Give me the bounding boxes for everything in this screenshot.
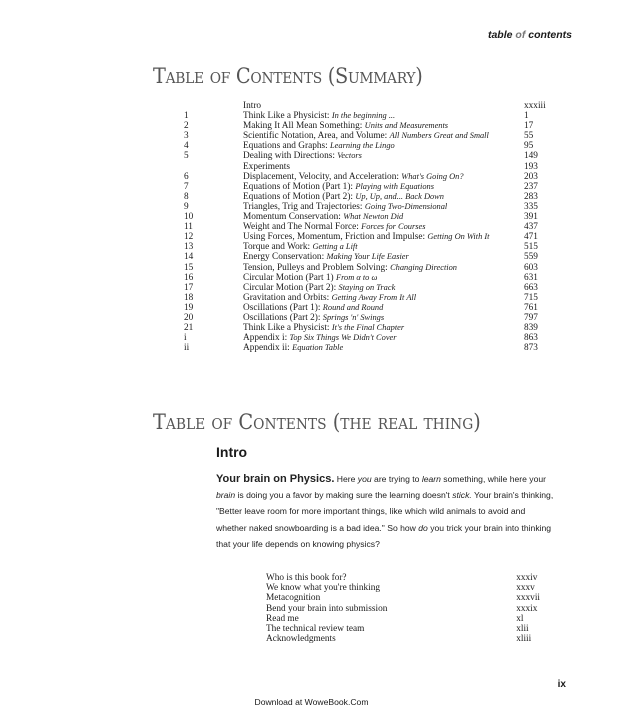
toc-row-subtitle: It's the Final Chapter	[331, 323, 405, 333]
toc-row-page: 631	[524, 272, 538, 283]
toc-row-number: 1	[184, 111, 189, 122]
section-title: Metacognition	[266, 593, 321, 604]
toc-row-subtitle: In the beginning ...	[331, 111, 396, 121]
intro-text: you trick your brain into thinking that your life depends on knowing physics?	[216, 522, 552, 549]
toc-row-title	[243, 343, 520, 353]
toc-row-page: 283	[524, 191, 538, 202]
section-title: Read me	[266, 613, 299, 624]
toc-row-title	[243, 151, 520, 161]
toc-row-page: 335	[524, 201, 538, 212]
section-row	[266, 583, 540, 593]
toc-row-page: 149	[524, 151, 538, 162]
toc-row	[184, 242, 554, 252]
toc-row-subtitle: Units and Measurements	[364, 121, 449, 131]
toc-row-main-title: Oscillations (Part 1):	[243, 302, 323, 313]
toc-row-page: 515	[524, 242, 538, 253]
toc-row-page: 95	[524, 141, 534, 152]
toc-row-page: 797	[524, 312, 538, 323]
toc-row	[184, 162, 554, 172]
section-page: xxxiv	[516, 573, 538, 583]
toc-row-subtitle: What Newton Did	[343, 212, 404, 222]
toc-row	[184, 101, 554, 111]
toc-row-subtitle: Vectors	[337, 151, 362, 161]
toc-row-page: 437	[524, 222, 538, 233]
toc-row	[184, 111, 554, 121]
toc-row-number: 21	[184, 323, 194, 334]
toc-row-page: 471	[524, 232, 538, 243]
toc-row	[184, 222, 554, 232]
summary-table	[184, 101, 554, 353]
toc-row-main-title: Momentum Conservation:	[243, 212, 344, 223]
real-contents-title: Table of Contents (the real thing)	[153, 410, 481, 434]
toc-row-number: 15	[184, 262, 194, 273]
toc-row-title	[243, 121, 520, 131]
toc-row-title	[243, 222, 520, 232]
toc-row-number: i	[184, 333, 187, 344]
toc-row-title	[243, 303, 520, 313]
toc-row-title	[243, 111, 520, 121]
toc-row-page: 55	[524, 131, 534, 142]
toc-row-main-title: Circular Motion (Part 2):	[243, 282, 339, 293]
section-row	[266, 573, 540, 583]
toc-row-main-title: Torque and Work:	[243, 242, 313, 253]
toc-row-main-title: Dealing with Directions:	[243, 151, 338, 162]
toc-row-subtitle: Playing with Equations	[355, 181, 434, 191]
intro-text: are trying to	[371, 474, 422, 484]
toc-row-page: 203	[524, 171, 538, 182]
toc-row-page: 761	[524, 302, 538, 313]
toc-row-title	[243, 192, 520, 202]
toc-row-title	[243, 323, 520, 333]
toc-row-number: 13	[184, 242, 194, 253]
toc-row-number: 18	[184, 292, 194, 303]
running-head	[488, 29, 572, 41]
section-page: xl	[516, 613, 524, 624]
running-head-word-table: table	[487, 29, 516, 41]
toc-row-number: 11	[184, 222, 193, 233]
section-title: Bend your brain into submission	[266, 603, 388, 614]
toc-row-page: 839	[524, 323, 538, 334]
toc-row	[184, 121, 554, 131]
section-page: xxxix	[516, 603, 538, 614]
intro-emphasis: you	[357, 474, 372, 484]
toc-row-number: 6	[184, 171, 189, 182]
section-row	[266, 614, 540, 624]
toc-row-subtitle: Staying on Track	[338, 282, 396, 292]
toc-row	[184, 141, 554, 151]
toc-row-main-title: Gravitation and Orbits:	[243, 292, 332, 303]
toc-row-subtitle: Changing Direction	[390, 262, 457, 272]
section-row	[266, 624, 540, 634]
toc-row-number: 17	[184, 282, 194, 293]
toc-row-page: 193	[524, 161, 538, 172]
running-head-word-of: of	[515, 29, 526, 41]
toc-row-title	[243, 232, 520, 242]
toc-row-page: xxxiii	[524, 101, 546, 111]
intro-text: is doing you a favor by making sure the learning doesn't	[235, 490, 453, 501]
toc-row-main-title: Displacement, Velocity, and Acceleration:	[243, 171, 402, 182]
intro-text: Your brain's thinking, "Better leave room for more important things, like which wild animals to avoid and whether naked snowboarding is a bad idea." So how	[216, 490, 554, 533]
toc-row-title	[243, 202, 520, 212]
toc-row-subtitle: Going Two-Dimensional	[364, 201, 448, 211]
toc-row-title	[243, 313, 520, 323]
toc-row-main-title: Tension, Pulleys and Problem Solving:	[243, 262, 391, 273]
toc-row-page: 391	[524, 212, 538, 223]
toc-row-subtitle: What's Going On?	[401, 171, 464, 181]
toc-row-main-title: Making It All Mean Something:	[243, 121, 365, 132]
toc-row	[184, 333, 554, 343]
section-row	[266, 593, 540, 603]
toc-row-subtitle: Round and Round	[322, 302, 384, 312]
section-page: xxxvii	[516, 593, 540, 604]
toc-row-subtitle: From α to ω	[335, 272, 378, 282]
toc-row-number: 7	[184, 181, 189, 192]
toc-row-main-title: Equations of Motion (Part 1):	[243, 181, 356, 192]
toc-row-number: 12	[184, 232, 194, 243]
toc-row-number: 16	[184, 272, 194, 283]
toc-row-page: 603	[524, 262, 538, 273]
intro-text: something, while here your	[440, 474, 547, 484]
chapter-heading: Intro	[216, 444, 248, 460]
toc-row	[184, 131, 554, 141]
toc-row-title	[243, 263, 520, 273]
intro-emphasis: stick.	[452, 490, 472, 501]
intro-emphasis: brain	[216, 490, 236, 501]
toc-row-title	[243, 101, 520, 111]
page-number: ix	[557, 679, 566, 690]
toc-row-main-title: Intro	[243, 101, 262, 111]
toc-row-number: 3	[184, 131, 189, 142]
toc-row-title	[243, 242, 520, 252]
toc-row-page: 559	[524, 252, 538, 263]
toc-row-main-title: Circular Motion (Part 1)	[243, 272, 336, 283]
toc-row	[184, 212, 554, 222]
toc-row-subtitle: Top Six Things We Didn't Cover	[289, 333, 397, 343]
toc-row-main-title: Equations of Motion (Part 2):	[243, 191, 356, 202]
toc-row-main-title: Weight and The Normal Force:	[243, 222, 362, 233]
toc-row	[184, 232, 554, 242]
toc-row-main-title: Appendix ii:	[243, 343, 293, 354]
toc-row-main-title: Experiments	[243, 161, 290, 172]
toc-row-subtitle: Getting On With It	[427, 232, 490, 242]
toc-row	[184, 293, 554, 303]
toc-row-title	[243, 212, 520, 222]
toc-row-number: 2	[184, 121, 189, 132]
intro-emphasis: do	[418, 522, 428, 533]
section-page: xliii	[516, 634, 532, 645]
section-page: xlii	[516, 624, 529, 635]
toc-row-subtitle: Up, Up, and... Back Down	[355, 191, 444, 201]
toc-row-page: 873	[524, 343, 538, 354]
section-page: xxxv	[516, 583, 535, 594]
section-title: We know what you're thinking	[266, 583, 381, 594]
toc-row-number: 10	[184, 212, 194, 223]
toc-row-main-title: Scientific Notation, Area, and Volume:	[243, 131, 390, 142]
toc-row-title	[243, 252, 520, 262]
toc-row-title	[243, 131, 520, 141]
toc-row-subtitle: Learning the Lingo	[330, 141, 395, 151]
toc-row-subtitle: Equation Table	[292, 343, 344, 353]
toc-row-title	[243, 172, 520, 182]
toc-row-number: 8	[184, 191, 189, 202]
toc-row	[184, 202, 554, 212]
toc-row-number: 9	[184, 201, 189, 212]
toc-row-main-title: Energy Conservation:	[243, 252, 327, 263]
intro-sections-table	[266, 573, 540, 644]
toc-row-subtitle: Getting Away From It All	[331, 292, 417, 302]
toc-row-subtitle: Making Your Life Easier	[326, 252, 409, 262]
intro-lead: Your brain on Physics.	[216, 473, 335, 485]
toc-row	[184, 343, 554, 353]
toc-row-number: ii	[184, 343, 190, 354]
toc-row-page: 863	[524, 333, 538, 344]
toc-row-subtitle: Springs 'n' Swings	[322, 312, 385, 322]
toc-row-number: 4	[184, 141, 189, 152]
toc-row-main-title: Appendix i:	[243, 333, 290, 344]
toc-row	[184, 263, 554, 273]
toc-row-main-title: Think Like a Physicist:	[243, 323, 332, 334]
toc-row	[184, 283, 554, 293]
toc-row-number: 19	[184, 302, 194, 313]
toc-row-main-title: Using Forces, Momentum, Friction and Impulse:	[243, 232, 428, 243]
toc-row-page: 1	[524, 111, 529, 122]
toc-row-title	[243, 333, 520, 343]
section-title: Who is this book for?	[266, 573, 347, 583]
toc-row-number	[184, 162, 243, 172]
toc-row-title	[243, 273, 520, 283]
toc-row-main-title: Oscillations (Part 2):	[243, 312, 323, 323]
summary-title: Table of Contents (Summary)	[153, 64, 423, 88]
toc-row	[184, 252, 554, 262]
toc-row-subtitle: Getting a Lift	[312, 242, 358, 252]
footer-credit: Download at WoweBook.Com	[254, 697, 369, 707]
toc-row-main-title: Triangles, Trig and Trajectories:	[243, 201, 365, 212]
toc-row-subtitle: All Numbers Great and Small	[389, 131, 489, 141]
toc-row-page: 17	[524, 121, 534, 132]
toc-row-page: 237	[524, 181, 538, 192]
section-title: The technical review team	[266, 624, 365, 635]
toc-row-main-title: Equations and Graphs:	[243, 141, 331, 152]
toc-row-number: 20	[184, 312, 194, 323]
section-row	[266, 634, 540, 644]
toc-row-number: 5	[184, 151, 189, 162]
toc-row-title	[243, 293, 520, 303]
section-title: Acknowledgments	[266, 634, 336, 645]
intro-text: Here	[334, 474, 358, 484]
intro-paragraph	[216, 471, 556, 552]
toc-row	[184, 303, 554, 313]
toc-row-number: 14	[184, 252, 194, 263]
toc-row	[184, 313, 554, 323]
intro-emphasis: learn	[421, 474, 441, 484]
toc-row	[184, 172, 554, 182]
toc-row-title	[243, 162, 520, 172]
toc-row	[184, 323, 554, 333]
toc-row	[184, 192, 554, 202]
toc-row-page: 715	[524, 292, 538, 303]
toc-row	[184, 273, 554, 283]
toc-row-page: 663	[524, 282, 538, 293]
toc-row-number	[184, 101, 243, 111]
running-head-word-contents: contents	[525, 29, 572, 41]
toc-row-title	[243, 141, 520, 151]
toc-row-title	[243, 283, 520, 293]
toc-row-subtitle: Forces for Courses	[361, 222, 426, 232]
section-row	[266, 604, 540, 614]
toc-row-main-title: Think Like a Physicist:	[243, 111, 332, 122]
toc-row-title	[243, 182, 520, 192]
toc-row	[184, 151, 554, 161]
toc-row	[184, 182, 554, 192]
